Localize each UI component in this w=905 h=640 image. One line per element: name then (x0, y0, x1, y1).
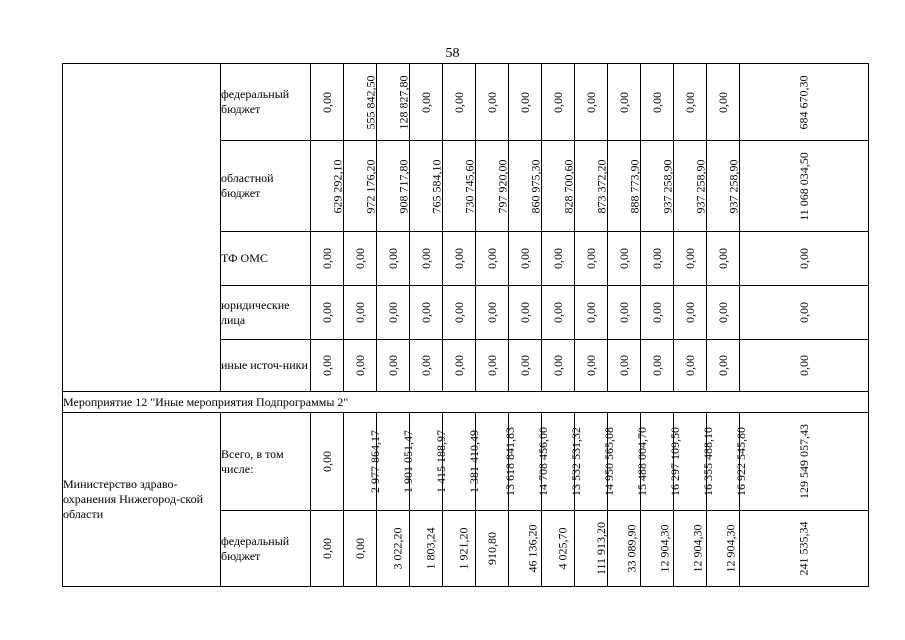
value-cell (344, 413, 382, 511)
value-cell (476, 286, 509, 340)
value-cell (707, 340, 740, 392)
value-cell (509, 340, 542, 392)
value-text: 0,00 (352, 355, 367, 376)
value-cell (641, 141, 674, 232)
value-cell (707, 232, 740, 286)
value-cell (674, 511, 707, 587)
value-text: 12 904,30 (723, 524, 738, 573)
value-cell (608, 340, 641, 392)
value-text: 0,00 (649, 91, 664, 113)
value-text: 111 913,20 (594, 521, 609, 576)
value-cell (674, 286, 707, 340)
value-text: 0,00 (352, 248, 367, 269)
value-text: 908 717,80 (396, 159, 411, 213)
value-cell (311, 286, 344, 340)
value-text: 0,00 (583, 91, 598, 113)
value-cell (542, 64, 575, 141)
value-text: 0,00 (385, 248, 400, 269)
value-cell (542, 232, 575, 286)
value-text: 33 089,90 (624, 524, 639, 573)
empty-org-cell (63, 64, 221, 392)
value-cell (443, 286, 476, 340)
value-text: 128 827,80 (396, 75, 411, 129)
value-text: 937 258,90 (693, 159, 708, 213)
value-text: 0,00 (319, 538, 334, 559)
value-cell (443, 141, 476, 232)
value-cell (344, 64, 377, 141)
value-text: 0,00 (517, 302, 532, 323)
value-text: 129 549 057,43 (796, 424, 811, 499)
value-text: 0,00 (616, 91, 631, 113)
value-text: 241 535,34 (796, 521, 811, 576)
event-title: Мероприятие 12 "Иные мероприятия Подпрограммы 2" (63, 392, 869, 413)
value-text: 0,00 (484, 302, 499, 323)
value-text: 0,00 (517, 91, 532, 113)
value-cell (740, 232, 869, 286)
funding-source: федеральный бюджет (221, 511, 311, 587)
value-cell (344, 286, 377, 340)
value-cell (542, 511, 575, 587)
value-text: 14 950 565,08 (602, 427, 616, 496)
value-text: 1 381 410,49 (467, 430, 481, 493)
value-text: 0,00 (418, 91, 433, 113)
value-text: 555 842,50 (363, 75, 378, 129)
value-text: 937 258,90 (660, 159, 675, 213)
funding-source: федеральный бюджет (221, 64, 311, 141)
value-cell (476, 340, 509, 392)
value-text: 14 708 456,00 (536, 427, 550, 496)
table-top-section (63, 64, 869, 392)
value-cell (509, 511, 542, 587)
table-row (63, 64, 869, 141)
value-text: 0,00 (682, 302, 697, 323)
value-text: 0,00 (451, 302, 466, 323)
value-text: 11 068 034,50 (796, 151, 811, 221)
value-cell (641, 340, 674, 392)
funding-source: ТФ ОМС (221, 232, 311, 286)
value-cell (311, 64, 344, 141)
value-cell (377, 340, 410, 392)
value-text: 12 904,30 (657, 524, 672, 573)
value-cell (377, 141, 410, 232)
value-text: 0,00 (796, 248, 811, 269)
value-text: 0,00 (682, 355, 697, 376)
value-cell (575, 232, 608, 286)
value-cell (608, 232, 641, 286)
value-cell (740, 413, 869, 511)
value-text: 730 745,60 (462, 159, 477, 213)
value-text: 0,00 (616, 302, 631, 323)
value-text: 937 258,90 (726, 159, 741, 213)
value-text: 16 297 109,50 (668, 427, 682, 496)
value-cell (311, 340, 344, 392)
value-cell (344, 511, 377, 587)
value-text: 0,00 (550, 302, 565, 323)
value-text: 0,00 (385, 302, 400, 323)
value-text: 3 022,20 (390, 527, 405, 570)
value-cell (410, 511, 443, 587)
value-cell (641, 511, 674, 587)
value-text: 0,00 (550, 355, 565, 376)
value-cell (575, 340, 608, 392)
value-text: 0,00 (352, 302, 367, 323)
value-cell (575, 141, 608, 232)
value-text: 629 292,10 (330, 159, 345, 213)
funding-source: Всего, в том числе: (221, 413, 311, 511)
value-cell (509, 232, 542, 286)
value-text: 1 803,24 (423, 527, 438, 570)
value-cell (707, 511, 740, 587)
value-cell (575, 64, 608, 141)
value-cell (740, 286, 869, 340)
value-text: 4 025,70 (555, 527, 570, 570)
value-cell (641, 286, 674, 340)
value-cell (674, 64, 707, 141)
value-cell (443, 511, 476, 587)
value-cell (443, 340, 476, 392)
value-text: 873 372,20 (594, 159, 609, 213)
budget-table (62, 63, 869, 587)
value-cell (344, 141, 377, 232)
value-text: 0,00 (550, 248, 565, 269)
value-text: 0,00 (352, 538, 367, 559)
organization-cell: Министерство здраво-охранения Нижегород-ской области (63, 413, 221, 587)
value-text: 0,00 (649, 302, 664, 323)
value-text: 0,00 (583, 248, 598, 269)
value-text: 0,00 (715, 355, 730, 376)
value-text: 0,00 (616, 248, 631, 269)
value-cell (509, 64, 542, 141)
value-cell (311, 141, 344, 232)
value-text: 0,00 (649, 248, 664, 269)
value-cell (344, 232, 377, 286)
value-text: 0,00 (715, 302, 730, 323)
table-row (63, 413, 869, 511)
value-text: 0,00 (385, 355, 400, 376)
value-cell (674, 141, 707, 232)
value-cell (344, 340, 377, 392)
value-cell (410, 64, 443, 141)
value-text: 46 136,20 (525, 524, 540, 573)
value-cell (575, 511, 608, 587)
value-text: 0,00 (319, 91, 334, 113)
value-cell (377, 64, 410, 141)
value-text: 0,00 (583, 302, 598, 323)
value-text: 765 584,10 (429, 159, 444, 213)
value-cell (542, 141, 575, 232)
value-text: 16 355 488,10 (701, 427, 715, 496)
value-cell (509, 141, 542, 232)
value-text: 684 670,30 (796, 75, 811, 129)
value-cell (575, 286, 608, 340)
value-text: 0,00 (715, 248, 730, 269)
value-text: 12 904,30 (690, 524, 705, 573)
value-text: 2 977 864,17 (368, 430, 382, 493)
value-text: 0,00 (418, 248, 433, 269)
value-text: 0,00 (682, 248, 697, 269)
value-cell (542, 286, 575, 340)
value-text: 13 532 531,32 (569, 427, 583, 496)
value-text: 0,00 (583, 355, 598, 376)
value-cell (443, 64, 476, 141)
value-cell (542, 340, 575, 392)
value-text: 0,00 (319, 248, 334, 269)
value-text: 1 901 051,47 (401, 430, 415, 493)
value-cell (476, 141, 509, 232)
value-text: 0,00 (319, 302, 334, 323)
funding-source: областной бюджет (221, 141, 311, 232)
event-row (63, 392, 869, 413)
value-cell (608, 64, 641, 141)
value-cell (740, 141, 869, 232)
value-text: 13 618 841,83 (503, 427, 517, 496)
value-cell (311, 413, 344, 511)
value-text: 0,00 (682, 91, 697, 113)
value-cell (674, 340, 707, 392)
value-text: 1 415 188,97 (434, 430, 448, 493)
value-cell (707, 141, 740, 232)
value-cell (608, 286, 641, 340)
value-text: 860 975,30 (528, 159, 543, 213)
value-cell (740, 511, 869, 587)
value-cell (509, 286, 542, 340)
funding-source: иные источ-ники (221, 340, 311, 392)
value-cell (740, 64, 869, 141)
value-text: 0,00 (649, 355, 664, 376)
value-cell (476, 232, 509, 286)
value-text: 0,00 (517, 248, 532, 269)
value-text: 0,00 (796, 355, 811, 376)
value-cell (740, 340, 869, 392)
page-number: 58 (445, 46, 460, 61)
value-text: 0,00 (484, 91, 499, 113)
value-cell (410, 340, 443, 392)
value-cell (608, 141, 641, 232)
value-cell (674, 232, 707, 286)
value-text: 888 773,90 (627, 159, 642, 213)
value-text: 910,80 (485, 532, 499, 565)
value-text: 1 921,20 (456, 527, 471, 570)
value-cell (443, 232, 476, 286)
value-cell (476, 64, 509, 141)
value-text: 0,00 (550, 91, 565, 113)
value-cell (377, 232, 410, 286)
value-cell (311, 232, 344, 286)
value-text: 0,00 (451, 248, 466, 269)
value-text: 15 488 004,70 (635, 427, 649, 496)
value-text: 0,00 (616, 355, 631, 376)
value-cell (377, 511, 410, 587)
value-cell (641, 64, 674, 141)
value-text: 0,00 (484, 248, 499, 269)
value-text: 16 922 545,80 (734, 427, 748, 496)
value-cell (410, 286, 443, 340)
funding-source: юридические лица (221, 286, 311, 340)
value-cell (410, 232, 443, 286)
value-cell (707, 64, 740, 141)
value-cell (707, 286, 740, 340)
value-cell (476, 511, 509, 587)
value-text: 972 176,20 (363, 159, 378, 213)
value-text: 0,00 (451, 355, 466, 376)
value-text: 797 920,00 (495, 159, 510, 213)
value-text: 828 700,60 (561, 159, 576, 213)
value-text: 0,00 (451, 91, 466, 113)
value-cell (608, 511, 641, 587)
value-cell (377, 286, 410, 340)
value-text: 0,00 (319, 451, 334, 472)
value-text: 0,00 (517, 355, 532, 376)
value-text: 0,00 (715, 91, 730, 113)
value-text: 0,00 (796, 302, 811, 323)
value-cell (410, 141, 443, 232)
value-text: 0,00 (418, 302, 433, 323)
value-text: 0,00 (319, 355, 334, 376)
table-bottom-section (63, 413, 869, 587)
value-cell (641, 232, 674, 286)
value-text: 0,00 (418, 355, 433, 376)
value-cell (311, 511, 344, 587)
value-text: 0,00 (484, 355, 499, 376)
